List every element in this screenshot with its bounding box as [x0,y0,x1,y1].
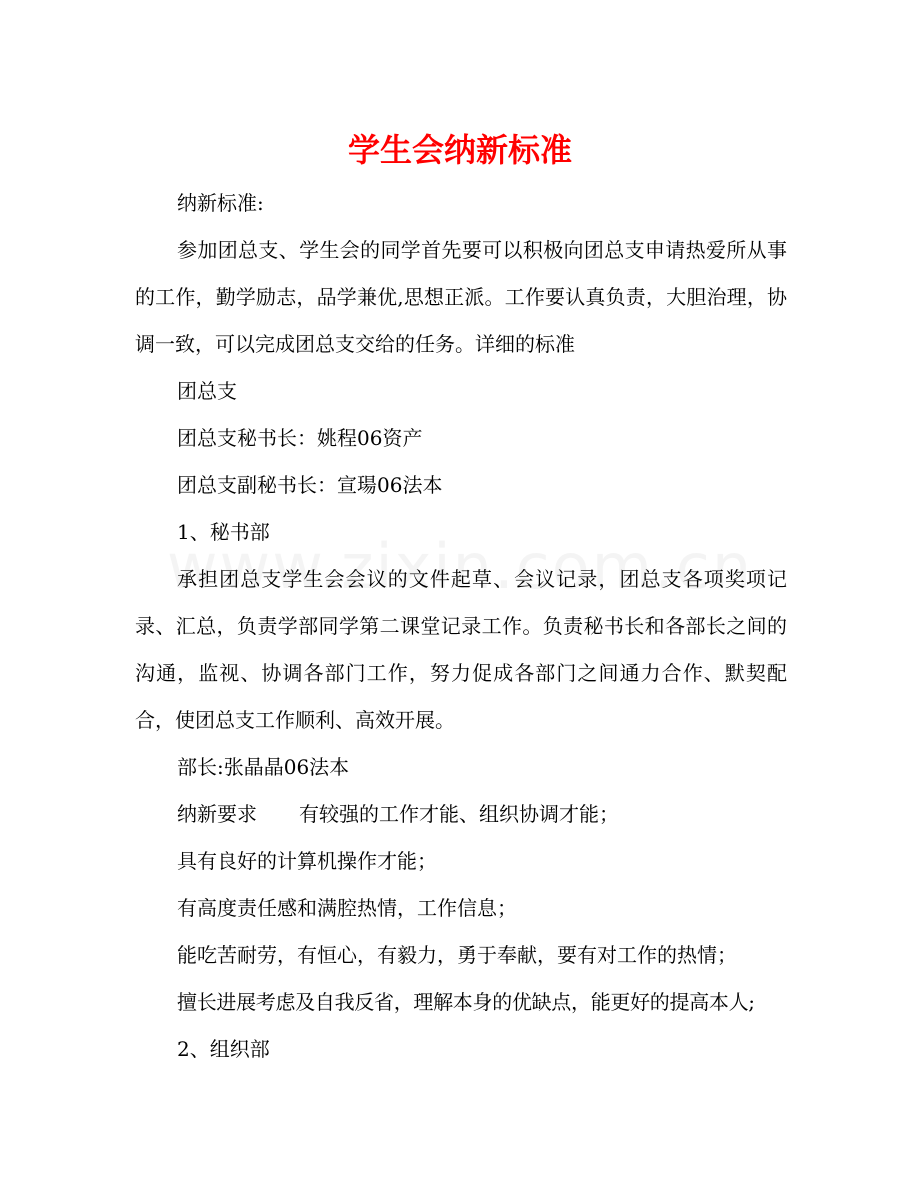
paragraph-requirement-computer: 具有良好的计算机操作才能； [177,849,437,873]
paragraph-section-organization: 2、组织部 [177,1037,270,1061]
document-body [135,180,787,1073]
paragraph-secretary-general: 团总支秘书长：姚程06资产 [177,426,423,450]
paragraph-secretariat-duties: 承担团总支学生会会议的文件起草、会议记录，团总支各项奖项记录、汇总，负责学部同学第二课堂记录工作。负责秘书长和各部长之间的沟通，监视、协调各部门工作，努力促成各部门之间通力合作、默契配合，使团总支工作顺利、高效开展。 [135,567,787,732]
paragraph-league-branch: 团总支 [177,379,237,403]
paragraph-requirement-diligence: 能吃苦耐劳，有恒心，有毅力，勇于奉献，要有对工作的热情； [177,943,737,967]
paragraph-intro: 参加团总支、学生会的同学首先要可以积极向团总支申请热爱所从事的工作，勤学励志，品学兼优,思想正派。工作要认真负责，大胆治理，协调一致，可以完成团总支交给的任务。详细的标准 [135,238,787,356]
document-title: 学生会纳新标准 [347,131,572,169]
paragraph-department-head: 部长:张晶晶06法本 [177,755,350,779]
paragraph-recruitment-requirement [135,791,787,838]
requirement-label: 纳新要求 [177,802,257,826]
paragraph-requirement-reflection: 擅长进展考虑及自我反省，理解本身的优缺点，能更好的提高本人; [177,990,755,1014]
requirement-first: 有较强的工作才能、组织协调才能； [299,802,619,826]
paragraph-section-secretariat: 1、秘书部 [177,520,270,544]
paragraph-recruitment-standard-heading: 纳新标准: [177,191,264,215]
paragraph-requirement-responsibility: 有高度责任感和满腔热情，工作信息； [177,896,517,920]
paragraph-deputy-secretary-general: 团总支副秘书长：宣瑒06法本 [177,473,443,497]
